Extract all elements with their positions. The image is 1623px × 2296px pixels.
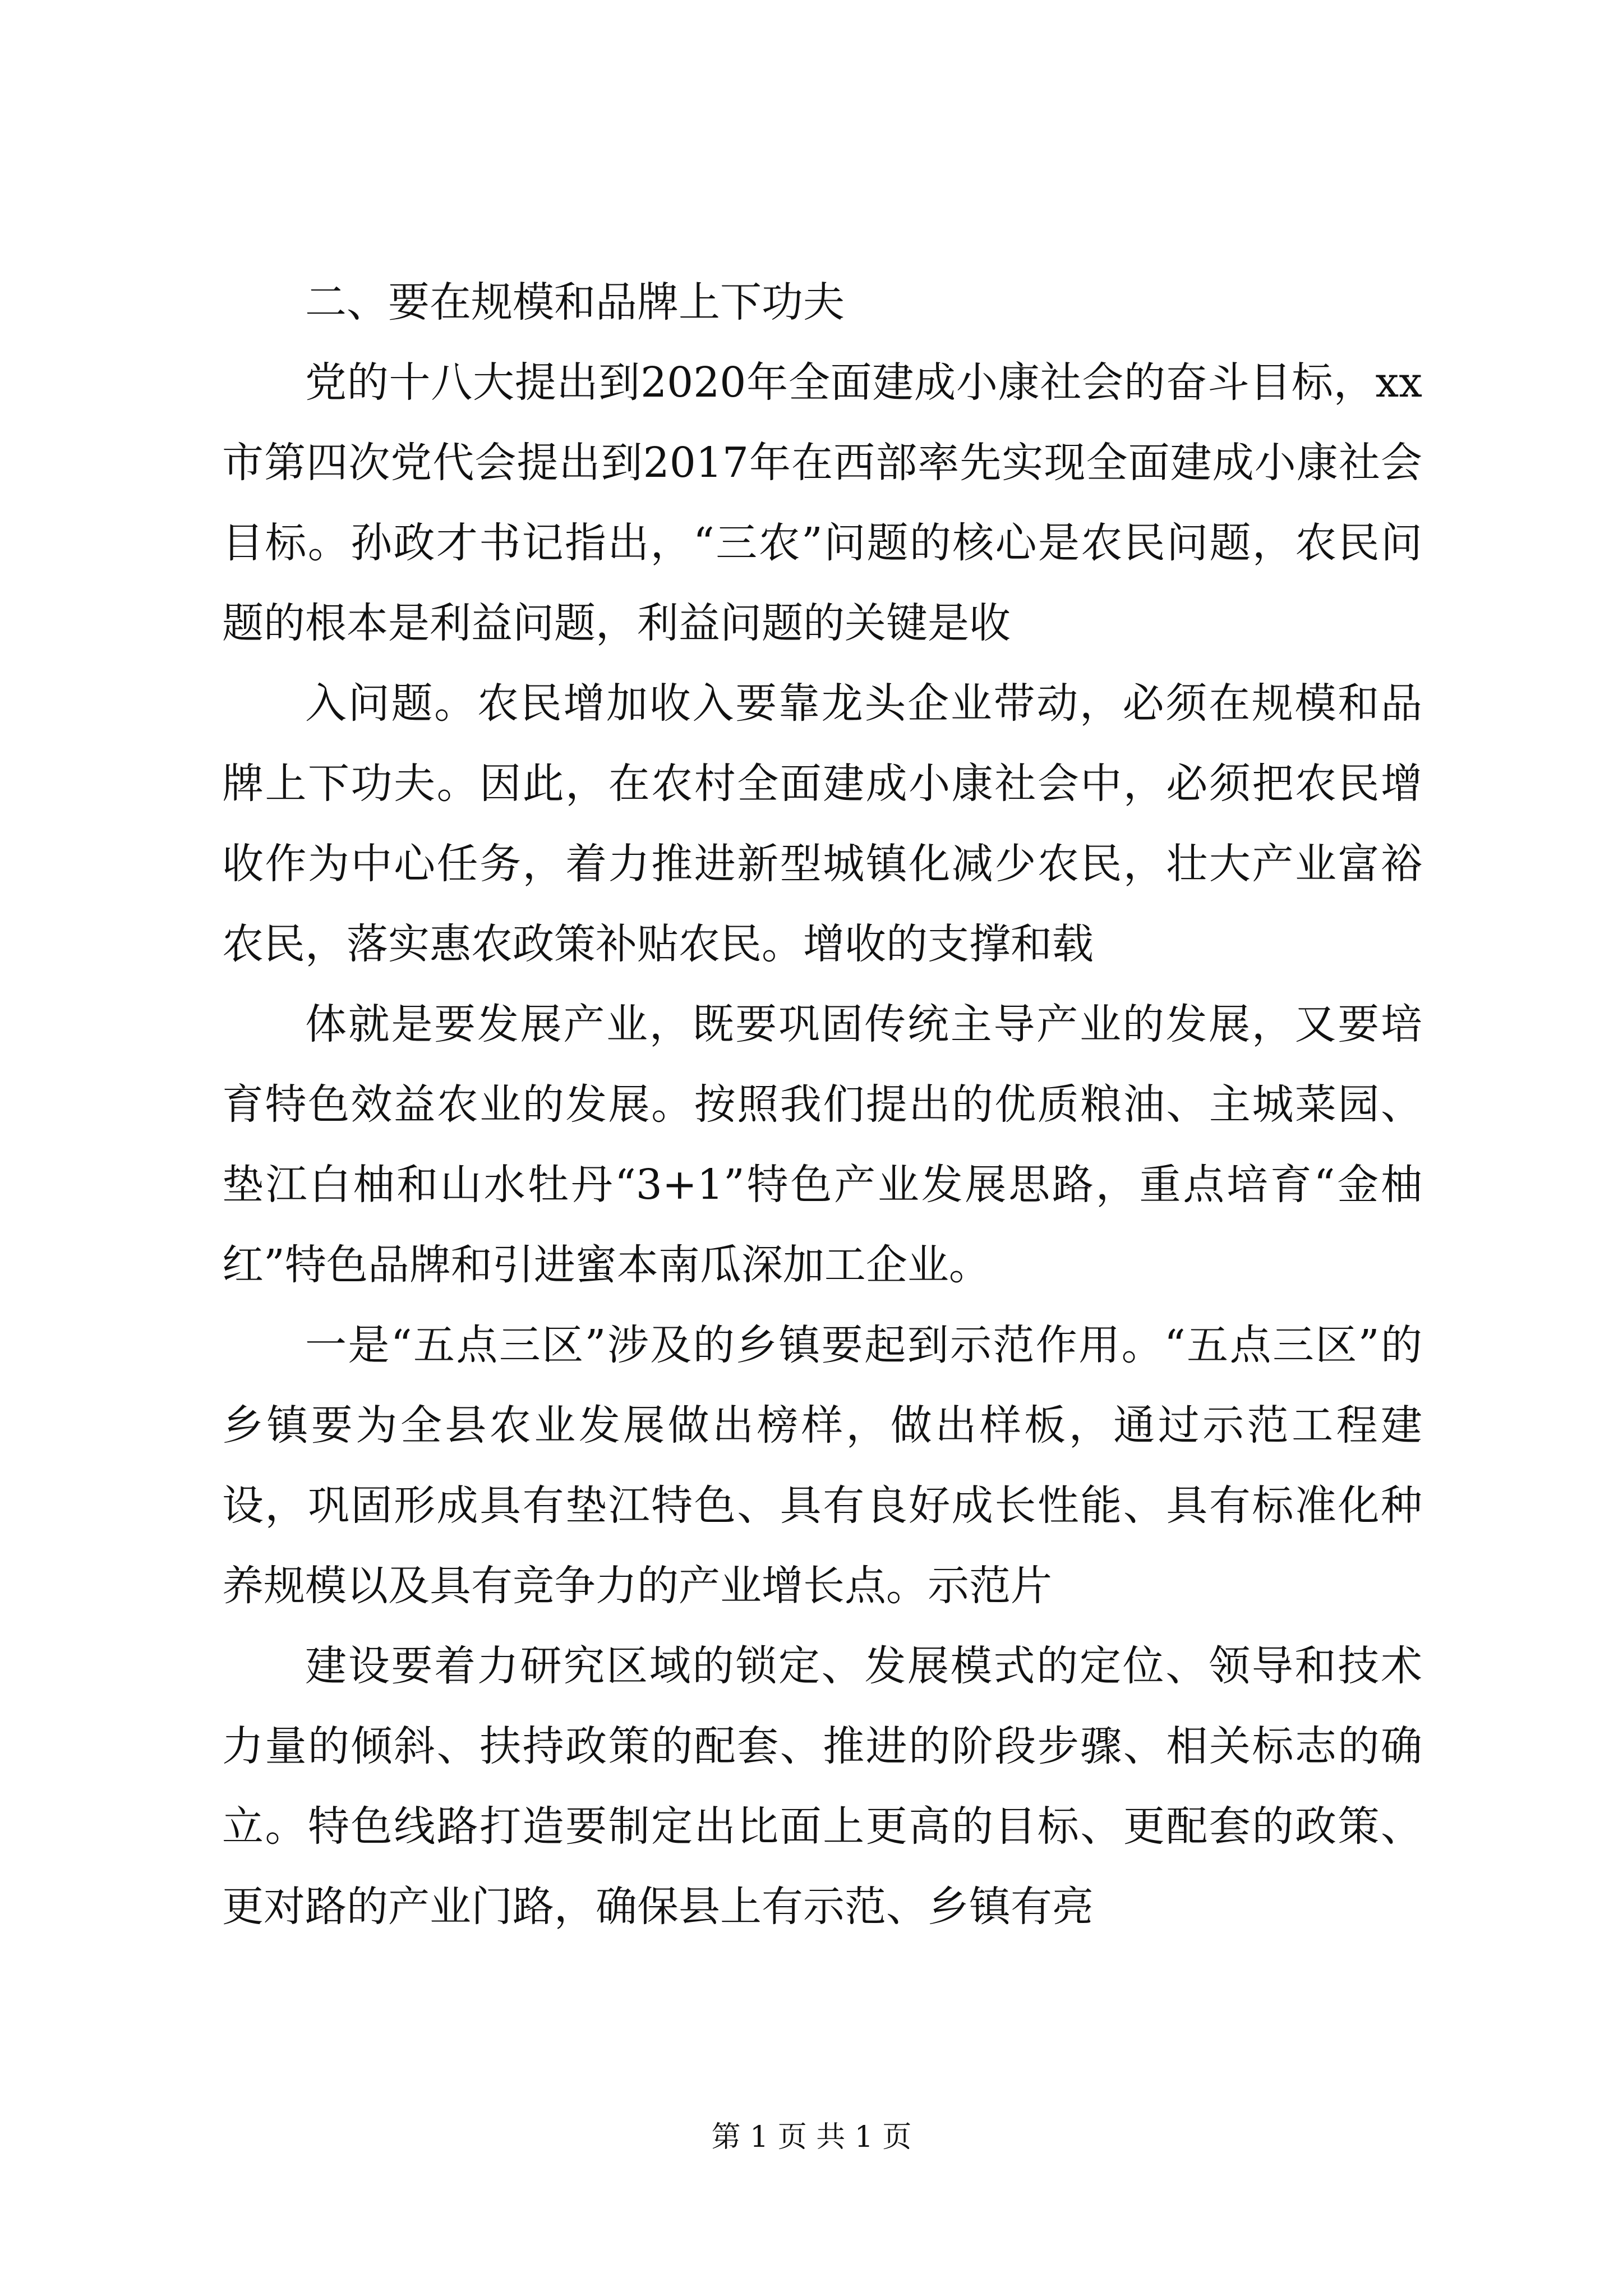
paragraph-1: 党的十八大提出到2020年全面建成小康社会的奋斗目标，xx市第四次党代会提出到2017年在西部率先实现全面建成小康社会目标。孙政才书记指出，“三农”问题的核心是农民问题，农民问题的根本是利益问题，利益问题的关键是收 (222, 358, 1422, 647)
page-footer: 第 1 页 共 1 页 (711, 2120, 912, 2154)
paragraph-3: 体就是要发展产业，既要巩固传统主导产业的发展，又要培育特色效益农业的发展。按照我们提出的优质粮油、主城菜园、垫江白柚和山水牡丹“3+1”特色产业发展思路，重点培育“金柚红”特色品牌和引进蜜本南瓜深加工企业。 (222, 1000, 1422, 1289)
section-heading: 二、要在规模和品牌上下功夫 (305, 278, 845, 326)
paragraph-5: 建设要着力研究区域的锁定、发展模式的定位、领导和技术力量的倾斜、扶持政策的配套、推进的阶段步骤、相关标志的确立。特色线路打造要制定出比面上更高的目标、更配套的政策、更对路的产业门路，确保县上有示范、乡镇有亮 (222, 1642, 1422, 1931)
document-body (222, 263, 1422, 1947)
paragraph-4: 一是“五点三区”涉及的乡镇要起到示范作用。“五点三区”的乡镇要为全县农业发展做出榜样，做出样板，通过示范工程建设，巩固形成具有垫江特色、具有良好成长性能、具有标准化种养规模以及具有竞争力的产业增长点。示范片 (222, 1321, 1422, 1610)
paragraph-2: 入问题。农民增加收入要靠龙头企业带动，必须在规模和品牌上下功夫。因此，在农村全面建成小康社会中，必须把农民增收作为中心任务，着力推进新型城镇化减少农民，壮大产业富裕农民，落实惠农政策补贴农民。增收的支撑和载 (222, 679, 1422, 968)
